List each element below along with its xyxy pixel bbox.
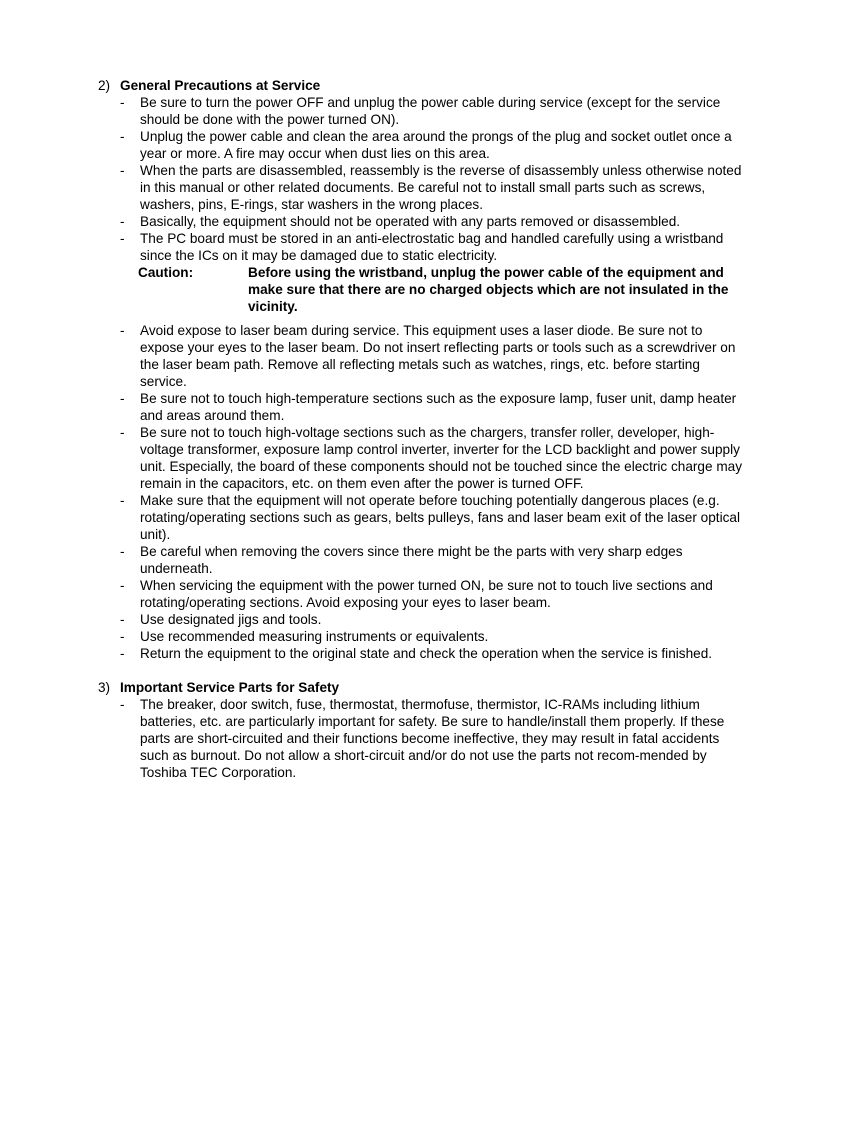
precaution-list-continued xyxy=(98,322,748,662)
list-item-text: The breaker, door switch, fuse, thermostat, thermofuse, thermistor, IC-RAMs including lithium batteries, etc. are particularly important for safety. Be sure to handle/install them properly. If these parts are short-circuited and their functions become ineffective, they may result in fatal accidents such as burnout. Do not allow a short-circuit and/or do not use the parts not recom-mended by Toshiba TEC Corporation. xyxy=(140,697,725,780)
bullet-dash: - xyxy=(120,425,125,440)
section-heading xyxy=(98,77,748,94)
list-item xyxy=(98,390,748,424)
bullet-dash: - xyxy=(120,231,125,246)
section-heading xyxy=(98,679,748,696)
section-title: Important Service Parts for Safety xyxy=(120,680,340,695)
bullet-dash: - xyxy=(120,129,125,144)
list-item xyxy=(98,696,748,781)
caution-label: Caution: xyxy=(138,265,194,280)
list-item-text: Use recommended measuring instruments or equivalents. xyxy=(140,629,489,644)
bullet-dash: - xyxy=(120,163,125,178)
bullet-dash: - xyxy=(120,493,125,508)
list-item xyxy=(98,162,748,213)
list-item xyxy=(98,543,748,577)
bullet-dash: - xyxy=(120,697,125,712)
precaution-list xyxy=(98,94,748,264)
safety-parts-list xyxy=(98,696,748,781)
bullet-dash: - xyxy=(120,391,125,406)
list-item-text: Be careful when removing the covers since there might be the parts with very sharp edges underneath. xyxy=(140,544,683,576)
list-item-text: Be sure to turn the power OFF and unplug the power cable during service (except for the service should be done with the power turned ON). xyxy=(140,95,721,127)
section-number: 2) xyxy=(98,78,111,93)
list-item-text: The PC board must be stored in an anti-electrostatic bag and handled carefully using a wristband since the ICs on it may be damaged due to static electricity. xyxy=(140,231,724,263)
list-item-text: When servicing the equipment with the power turned ON, be sure not to touch live sections and rotating/operating sections. Avoid exposing your eyes to laser beam. xyxy=(140,578,713,610)
list-item xyxy=(98,213,748,230)
caution-text: Before using the wristband, unplug the power cable of the equipment and make sure that there are no charged objects which are not insulated in the vicinity. xyxy=(248,265,729,314)
bullet-dash: - xyxy=(120,612,125,627)
list-item xyxy=(98,424,748,492)
list-item-text: Be sure not to touch high-temperature sections such as the exposure lamp, fuser unit, damp heater and areas around them. xyxy=(140,391,737,423)
bullet-dash: - xyxy=(120,629,125,644)
list-item xyxy=(98,577,748,611)
section-general-precautions xyxy=(98,77,748,662)
list-item xyxy=(98,611,748,628)
list-item-text: Use designated jigs and tools. xyxy=(140,612,322,627)
list-item xyxy=(98,628,748,645)
list-item-text: Basically, the equipment should not be operated with any parts removed or disassembled. xyxy=(140,214,681,229)
list-item xyxy=(98,128,748,162)
bullet-dash: - xyxy=(120,578,125,593)
list-item-text: Be sure not to touch high-voltage sections such as the chargers, transfer roller, developer, high-voltage transformer, exposure lamp control inverter, inverter for the LCD backlight and power supply unit. Especially, the board of these components should not be touched since the electric charge may remain in the capacitors, etc. on them even after the power is turned OFF. xyxy=(140,425,743,491)
list-item xyxy=(98,230,748,264)
list-item-text: Avoid expose to laser beam during service. This equipment uses a laser diode. Be sure not to expose your eyes to the laser beam. Do not insert reflecting parts or tools such as a screwdriver on the laser beam path. Remove all reflecting metals such as watches, rings, etc. before starting service. xyxy=(140,323,736,389)
list-item xyxy=(98,94,748,128)
section-number: 3) xyxy=(98,680,111,695)
section-important-service-parts xyxy=(98,679,748,781)
bullet-dash: - xyxy=(120,544,125,559)
bullet-dash: - xyxy=(120,214,125,229)
bullet-dash: - xyxy=(120,646,125,661)
list-item xyxy=(98,322,748,390)
list-item-text: Return the equipment to the original state and check the operation when the service is finished. xyxy=(140,646,713,661)
list-item xyxy=(98,492,748,543)
list-item-text: Make sure that the equipment will not operate before touching potentially dangerous places (e.g. rotating/operating sections such as gears, belts pulleys, fans and laser beam exit of the laser optical unit). xyxy=(140,493,740,542)
list-item-text: Unplug the power cable and clean the area around the prongs of the plug and socket outlet once a year or more. A fire may occur when dust lies on this area. xyxy=(140,129,732,161)
list-item xyxy=(98,645,748,662)
caution-note xyxy=(138,264,748,315)
list-item-text: When the parts are disassembled, reassembly is the reverse of disassembly unless otherwise noted in this manual or other related documents. Be careful not to install small parts such as screws, washers, pins, E-rings, star washers in the wrong places. xyxy=(140,163,742,212)
bullet-dash: - xyxy=(120,95,125,110)
section-title: General Precautions at Service xyxy=(120,78,321,93)
bullet-dash: - xyxy=(120,323,125,338)
